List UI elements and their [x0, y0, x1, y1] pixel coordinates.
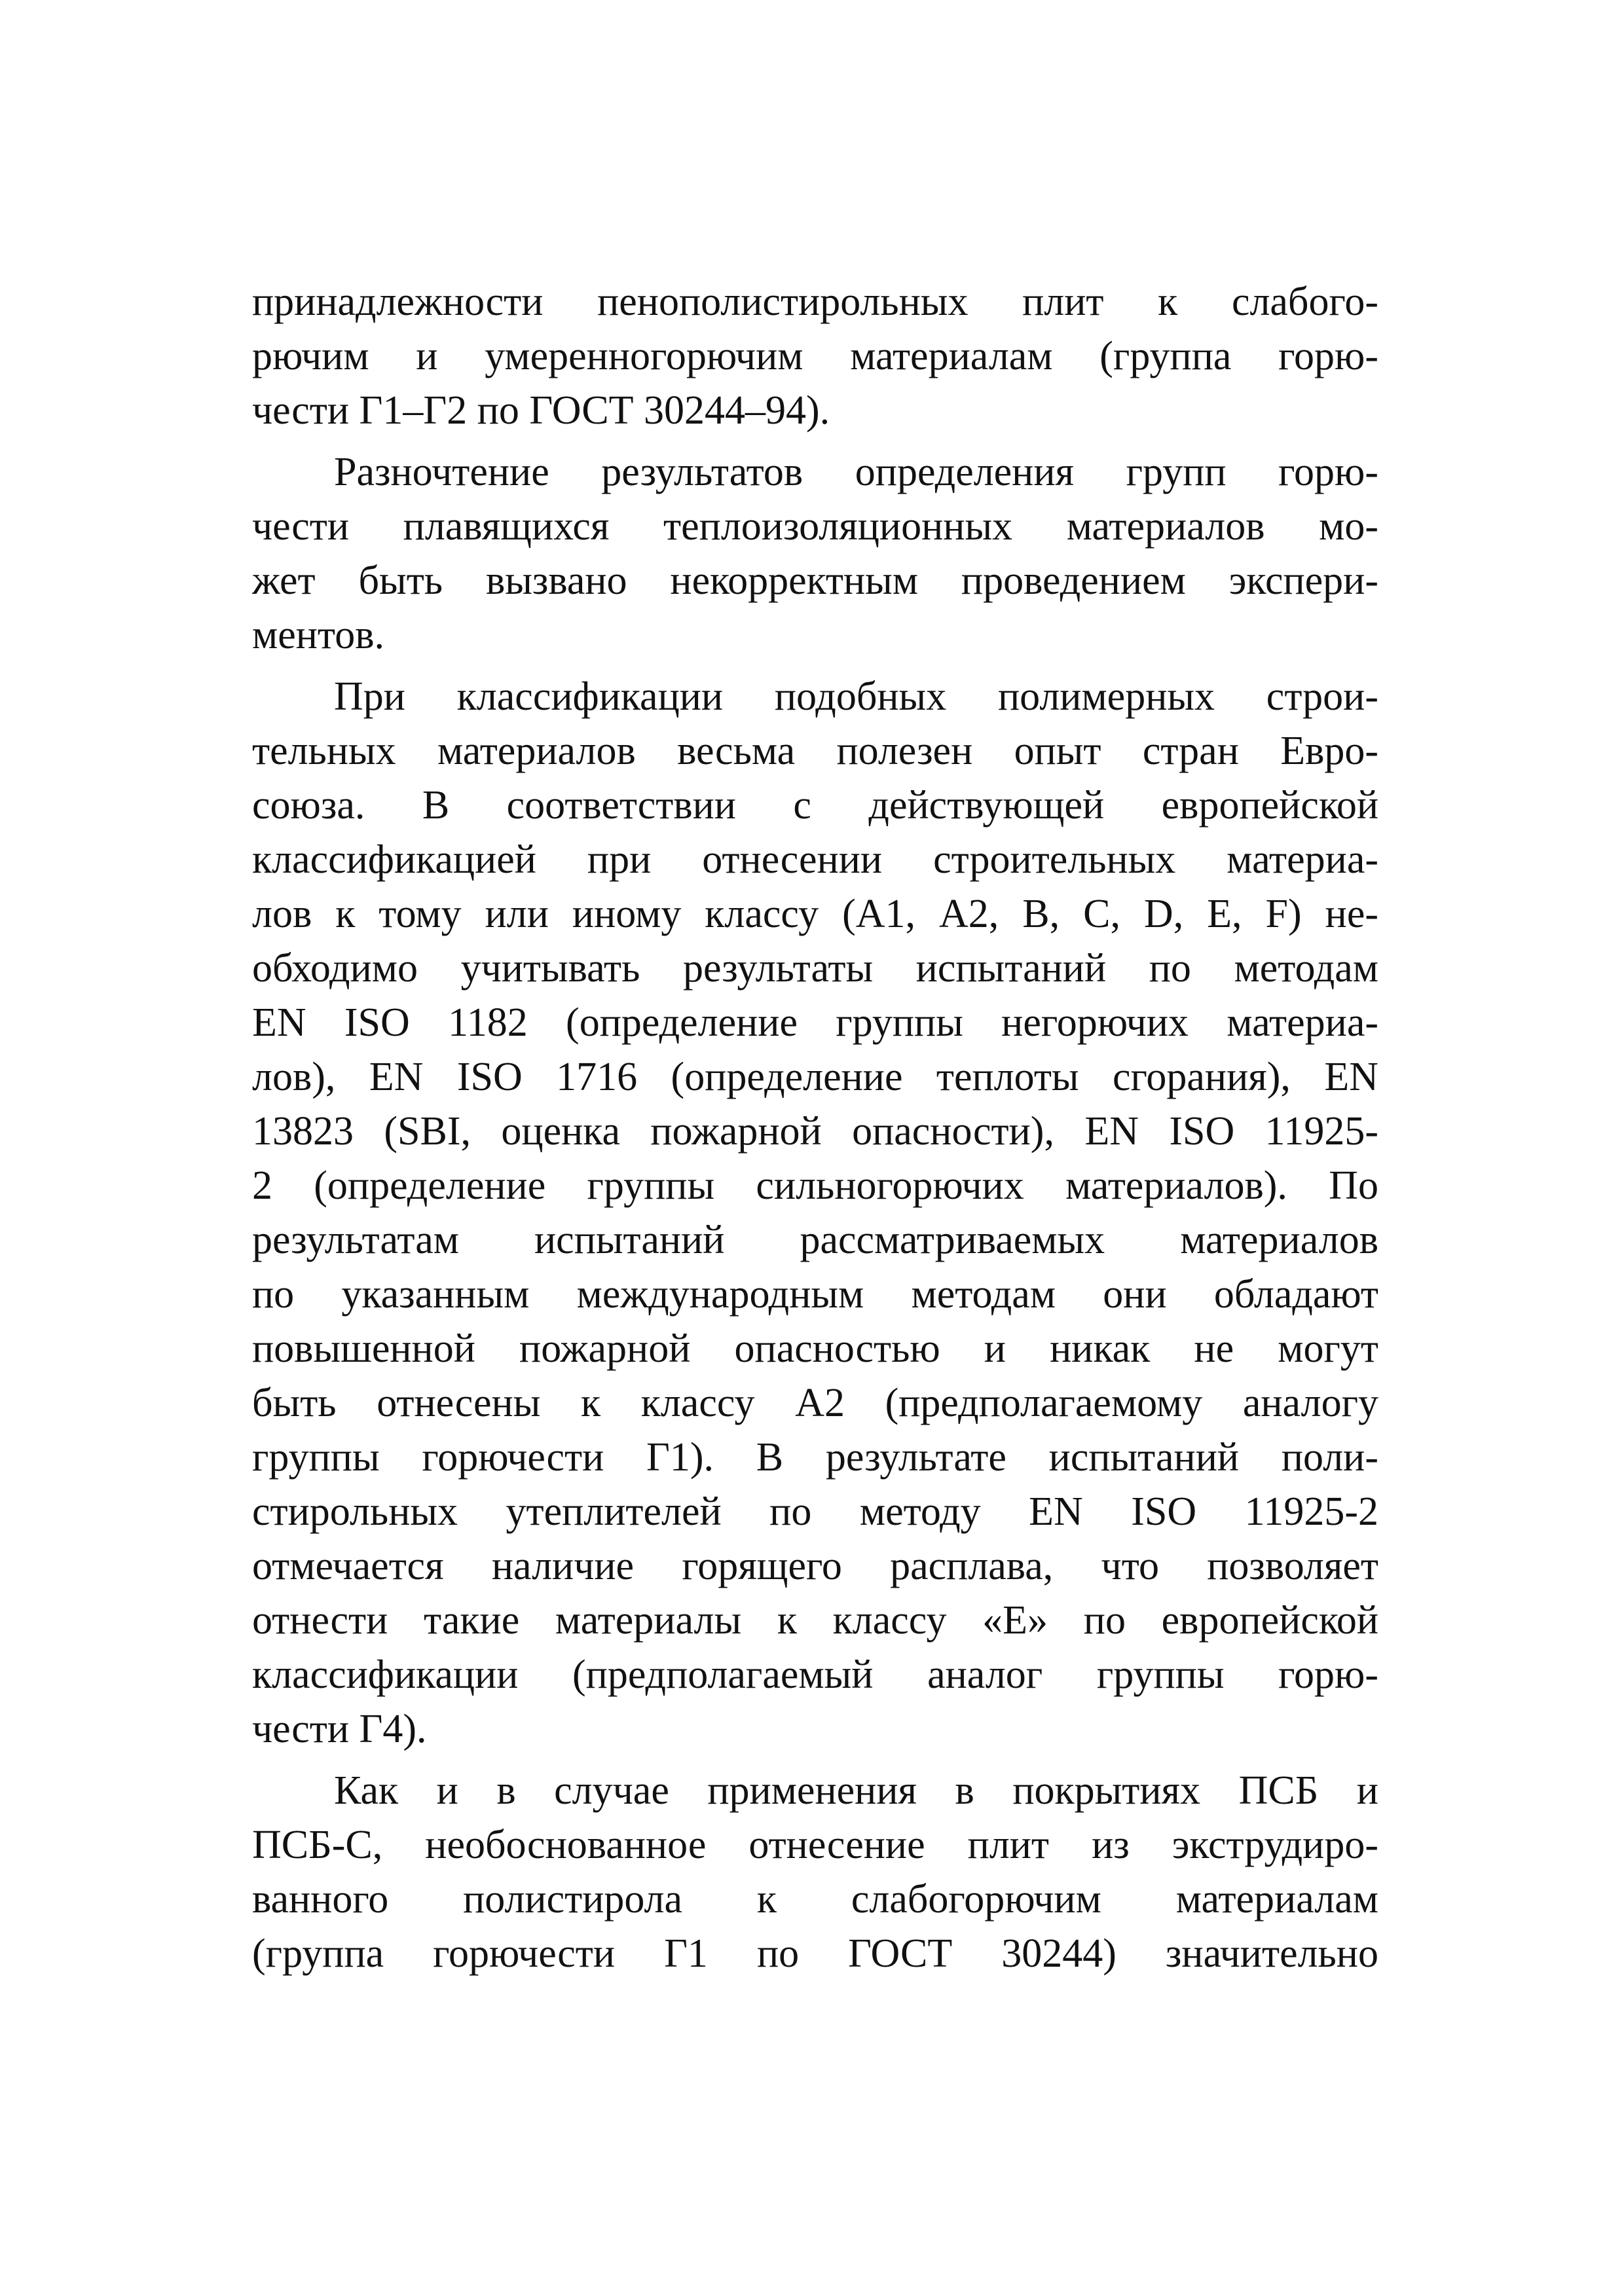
- text-line: При классификации подобных полимерных строи-: [334, 674, 1378, 719]
- text-line: стирольных утеплителей по методу EN ISO 11925-2: [252, 1489, 1378, 1534]
- text-line: отмечается наличие горящего расплава, что позволяет: [252, 1544, 1378, 1588]
- paragraph-3: [252, 670, 1378, 1757]
- text-line: быть отнесены к классу А2 (предполагаемому аналогу: [252, 1381, 1378, 1425]
- text-line: отнести такие материалы к классу «Е» по европейской: [252, 1598, 1378, 1643]
- text-line: классификацией при отнесении строительных материа-: [252, 837, 1378, 882]
- text-line: Как и в случае применения в покрытиях ПСБ и: [334, 1768, 1378, 1813]
- text-line: жет быть вызвано некорректным проведением экспери-: [252, 558, 1378, 603]
- text-line: тельных материалов весьма полезен опыт стран Евро-: [252, 729, 1378, 773]
- text-line: чести Г4).: [252, 1707, 427, 1751]
- paragraph-4: [252, 1764, 1378, 1981]
- text-line: ментов.: [252, 613, 384, 657]
- text-line: обходимо учитывать результаты испытаний по методам: [252, 946, 1378, 991]
- text-line: лов к тому или иному классу (А1, А2, В, С, D, E, F) не-: [252, 892, 1378, 936]
- text-line: результатам испытаний рассматриваемых материалов: [252, 1218, 1378, 1262]
- text-line: рючим и умеренногорючим материалам (группа горю-: [252, 334, 1378, 378]
- text-line: принадлежности пенополистирольных плит к слабого-: [252, 280, 1378, 324]
- text-line: союза. В соответствии с действующей европейской: [252, 783, 1378, 828]
- text-line: классификации (предполагаемый аналог группы горю-: [252, 1652, 1378, 1697]
- text-line: 13823 (SBI, оценка пожарной опасности), EN ISO 11925-: [252, 1109, 1378, 1154]
- text-line: ванного полистирола к слабогорючим материалам: [252, 1877, 1378, 1922]
- text-line: по указанным международным методам они обладают: [252, 1272, 1378, 1317]
- text-line: чести Г1–Г2 по ГОСТ 30244–94).: [252, 388, 830, 433]
- body-text: [252, 275, 1378, 1988]
- text-line: Разночтение результатов определения групп горю-: [334, 450, 1378, 494]
- paragraph-1: [252, 275, 1378, 438]
- text-line: повышенной пожарной опасностью и никак не могут: [252, 1326, 1378, 1371]
- text-line: (группа горючести Г1 по ГОСТ 30244) значительно: [252, 1931, 1378, 1976]
- text-line: группы горючести Г1). В результате испытаний поли-: [252, 1435, 1378, 1480]
- text-line: 2 (определение группы сильногорючих материалов). По: [252, 1163, 1378, 1208]
- text-line: EN ISO 1182 (определение группы негорючих материа-: [252, 1000, 1378, 1045]
- paragraph-2: [252, 445, 1378, 663]
- text-line: ПСБ-С, необоснованное отнесение плит из экструдиро-: [252, 1823, 1378, 1867]
- text-line: чести плавящихся теплоизоляционных материалов мо-: [252, 504, 1378, 549]
- text-line: лов), EN ISO 1716 (определение теплоты сгорания), EN: [252, 1055, 1378, 1099]
